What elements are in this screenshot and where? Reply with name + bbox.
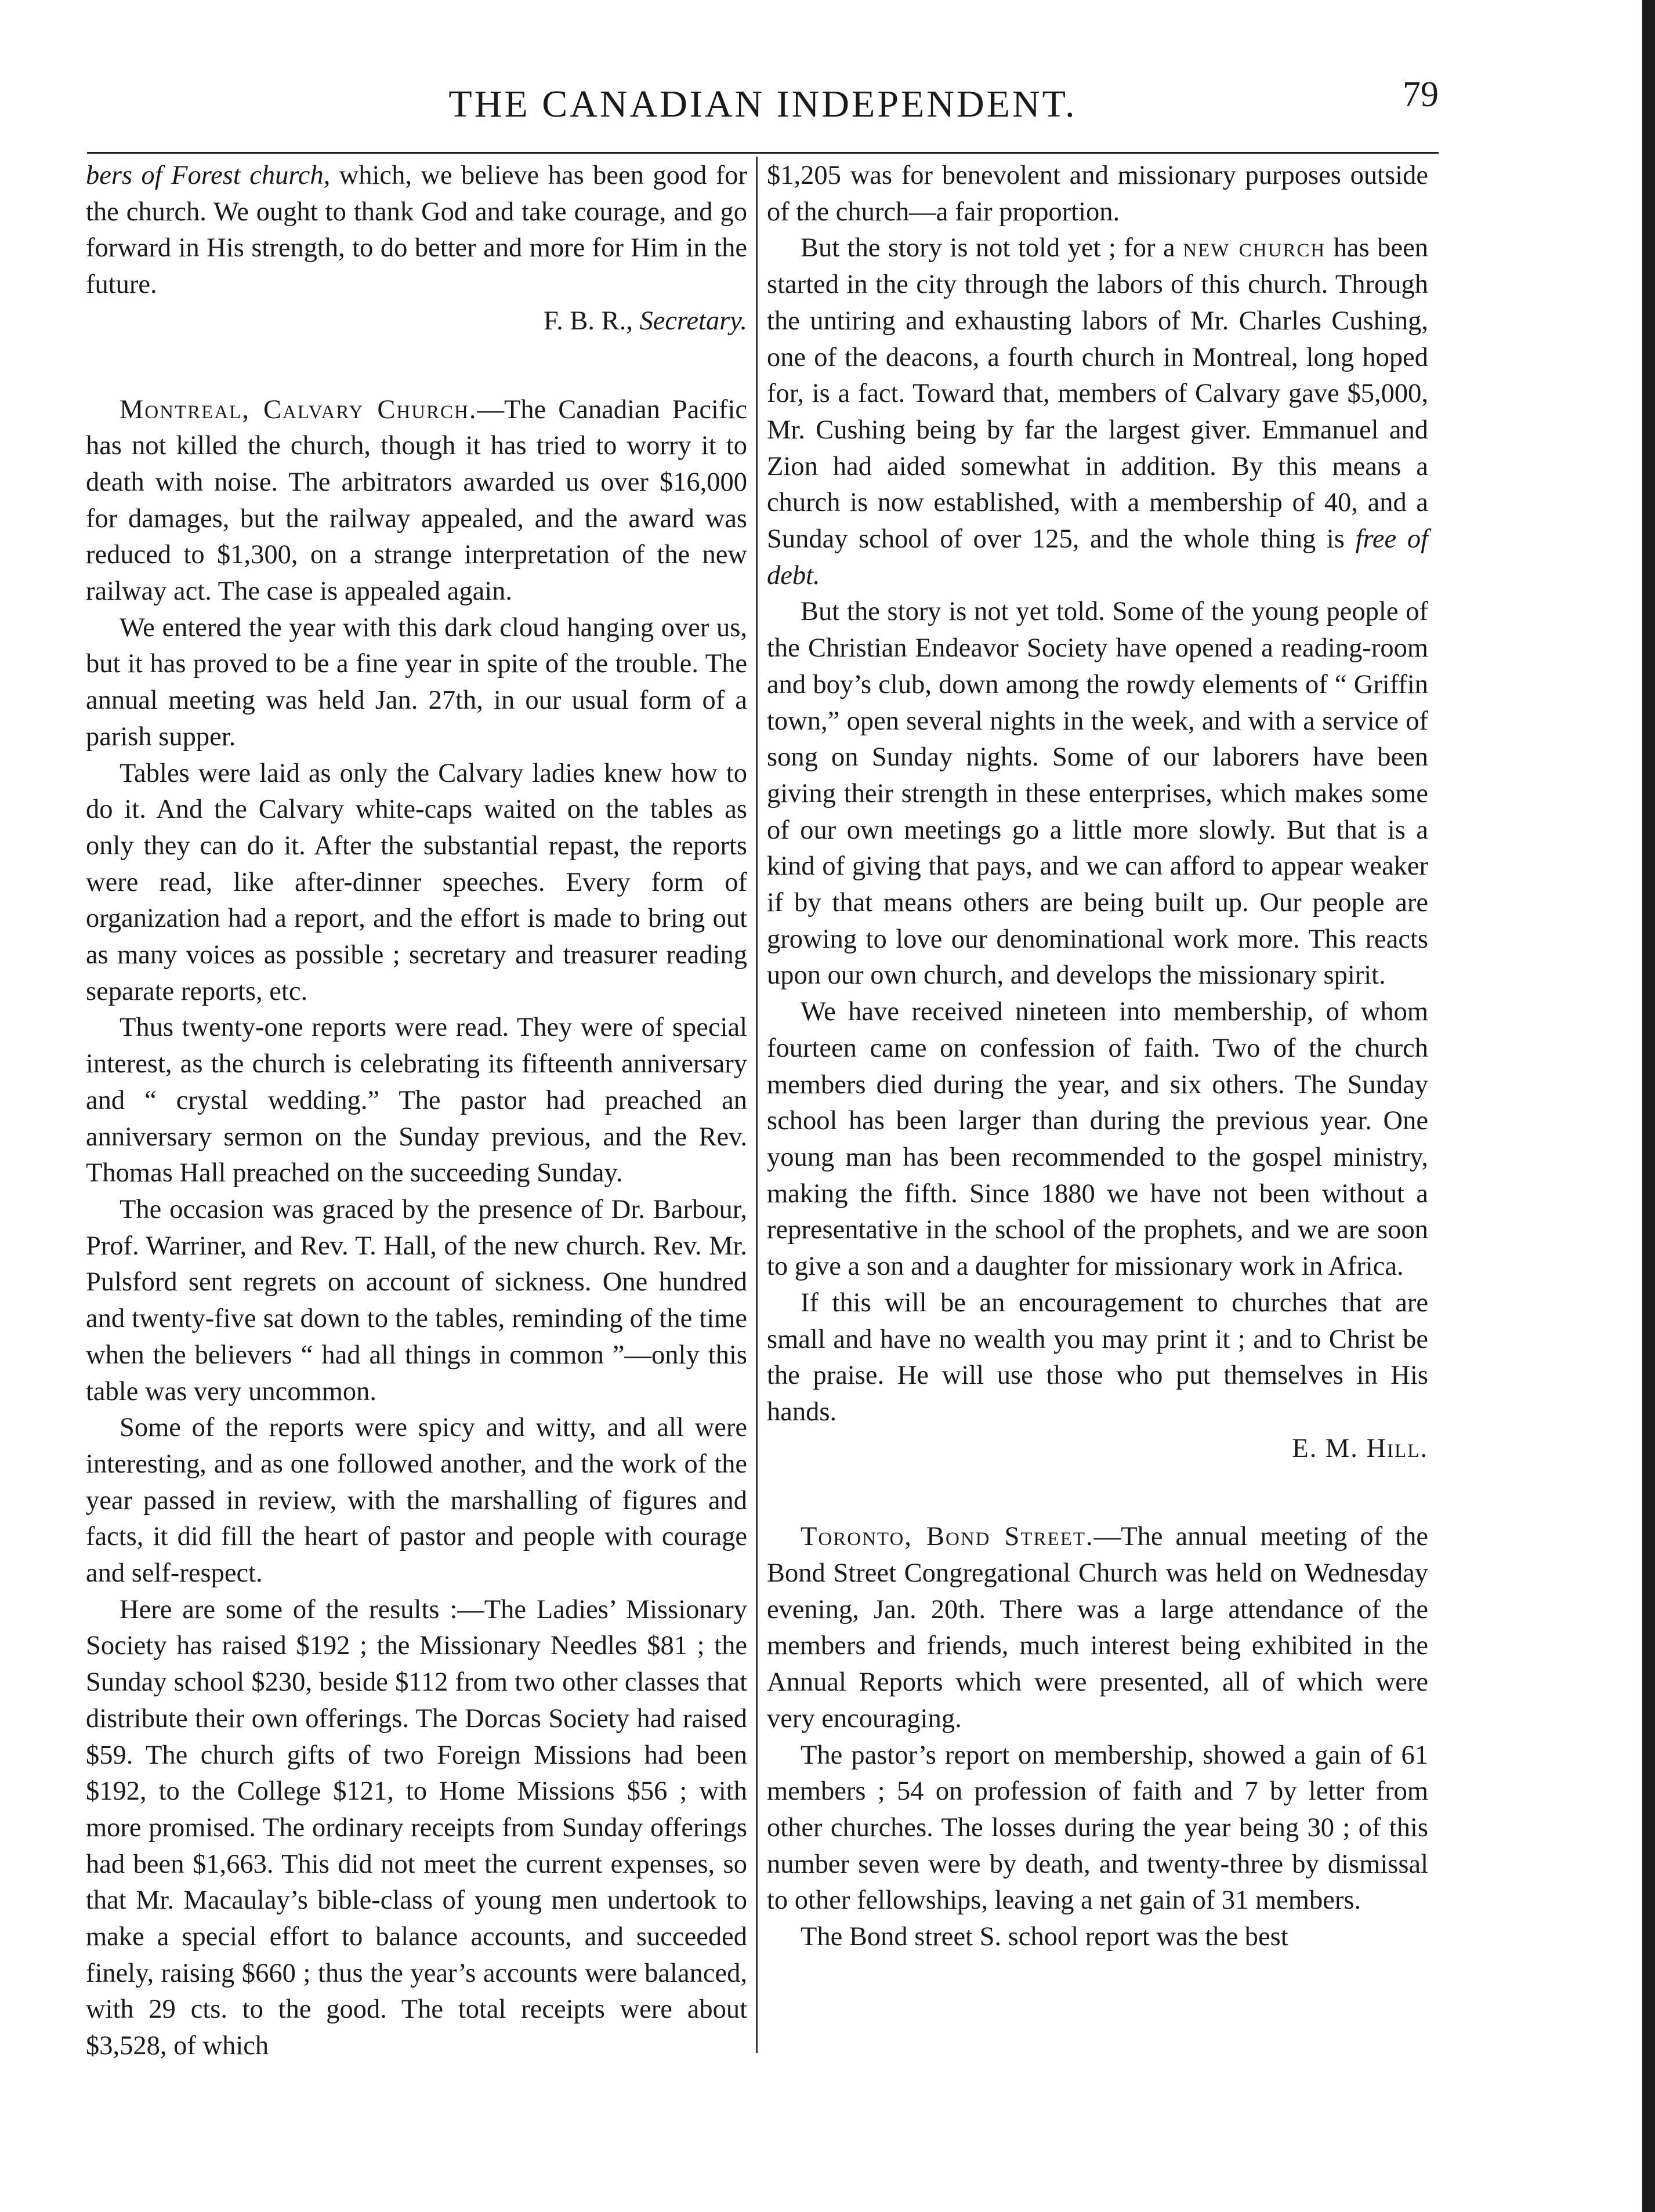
calvary-church-article (86, 392, 747, 610)
calvary-paragraph-2: We entered the year with this dark cloud hanging over us, but it has proved to be a fine year in spite of the trouble. The annual meeting was held Jan. 27th, in our usual form of a parish supper. (86, 612, 747, 752)
forest-church-paragraph (86, 158, 747, 303)
toronto-article (767, 1519, 1428, 1737)
right-column (767, 158, 1428, 1956)
endeavor-paragraph: But the story is not yet told. Some of the young people of the Christian Endeavor Society have opened a reading-room and boy’s club, down among the rowdy elements of “ Griffin town,” open several nights in the week, and with a service of song on Sunday nights. Some of our laborers have been giving their strength in these enterprises, which makes some of our own meetings go a little more slowly. But that is a kind of giving that pays, and we can afford to appear weaker if by that means others are being built up. Our people are growing to love our denominational work more. This reacts upon our own church, and develops the missionary spirit. (767, 597, 1428, 991)
new-church-text-a: But the story is not told yet ; for a (801, 233, 1183, 263)
continued-paragraph: $1,205 was for benevolent and missionary purposes outside of the church—a fair proportion. (767, 161, 1428, 227)
calvary-paragraph-3: Tables were laid as only the Calvary ladies knew how to do it. And the Calvary white-caps waited on the tables as only they can do it. After the substantial repast, the reports were read, like after-dinner speeches. Every form of organization had a report, and the effort is made to bring out as many voices as possible ; secretary and treasurer reading separate reports, etc. (86, 758, 747, 1006)
running-title: THE CANADIAN INDEPENDENT. (448, 83, 1077, 125)
forest-church-lead: bers of Forest church, (86, 161, 331, 190)
header-rule (87, 152, 1439, 154)
toronto-paragraph-2: The pastor’s report on membership, showed a gain of 61 members ; 54 on profession of faith and 7 by letter from other churches. The losses during the year being 30 ; of this number seven were by death, and twenty-three by dismissal to other fellowships, leaving a net gain of 31 members. (767, 1740, 1428, 1916)
calvary-paragraph-7: Here are some of the results :—The Ladies’ Missionary Society has raised $192 ; the Missionary Needles $81 ; the Sunday school $230, beside $112 from two other classes that distribute their own offerings. The Dorcas Society had raised $59. The church gifts of two Foreign Missions had been $192, to the College $121, to Home Missions $56 ; with more promised. The ordinary receipts from Sunday offerings had been $1,663. This did not meet the current expenses, so that Mr. Macaulay’s bible-class of young men undertook to make a special effort to balance accounts, and succeeded finely, raising $660 ; thus the year’s accounts were balanced, with 29 cts. to the good. The total receipts were about $3,528, of which (86, 1594, 747, 2061)
new-church-smallcaps: new church (1183, 233, 1326, 263)
calvary-paragraph-4: Thus twenty-one reports were read. They were of special interest, as the church is celebrating its fifteenth anniversary and “ crystal wedding.” The pastor had preached an anniversary sermon on the Sunday previous, and the Rev. Thomas Hall preached on the succeeding Sunday. (86, 1013, 747, 1188)
forest-church-text: which, we believe has been good for the church. We ought to thank God and take courage, and go forward in His strength, to do better and more for Him in the future. (86, 161, 747, 300)
left-column (86, 158, 747, 2065)
calvary-paragraph-5: The occasion was graced by the presence of Dr. Barbour, Prof. Warriner, and Rev. T. Hall, of the new church. Rev. Mr. Pulsford sent regrets on account of sickness. One hundred and twenty-five sat down to the tables, reminding of the time when the believers “ had all things in common ”—only this table was very uncommon. (86, 1194, 747, 1406)
forest-church-signature (86, 303, 747, 340)
calvary-heading: Montreal, Calvary Church. (119, 394, 477, 425)
new-church-emphasis: free of debt. (767, 524, 1428, 590)
new-church-paragraph (767, 230, 1428, 594)
page-edge-shadow (1642, 0, 1655, 2212)
encouragement-paragraph: If this will be an encouragement to churches that are small and have no wealth you may print it ; and to Christ be the praise. He will use those who put themselves in His hands. (767, 1288, 1428, 1427)
calvary-paragraph-1: —The Canadian Pacific has not killed the church, though it has tried to worry it to death with noise. The arbitrators awarded us over $16,000 for damages, but the railway appealed, and the award was reduced to $1,300, on a strange interpretation of the new railway act. The case is appealed again. (86, 394, 748, 607)
toronto-paragraph-3: The Bond street S. school report was the best (801, 1922, 1288, 1952)
calvary-signature: E. M. Hill. (1292, 1433, 1428, 1463)
page-number: 79 (1403, 75, 1439, 114)
signature-role: Secretary. (639, 306, 747, 336)
column-divider (756, 157, 758, 2053)
new-church-text-b: has been started in the city through the labors of this church. Through the untiring and exhausting labors of Mr. Charles Cushing, one of the deacons, a fourth church in Montreal, long hoped for, is a fact. Toward that, members of Calvary gave $5,000, Mr. Cushing being by far the largest giver. Emmanuel and Zion had aided somewhat in addition. By this means a church is now established, with a membership of 40, and a Sunday school of over 125, and the whole thing is (767, 233, 1428, 554)
signature-name: F. B. R., (543, 306, 640, 336)
page-header (87, 74, 1439, 144)
membership-paragraph: We have received nineteen into membership, of whom fourteen came on confession of faith. Two of the church members died during the year, and six others. The Sunday school has been larger than during the previous year. One young man has been recommended to the gospel ministry, making the fifth. Since 1880 we have not been without a representative in the school of the prophets, and we are soon to give a son and a daughter for missionary work in Africa. (767, 997, 1428, 1282)
calvary-paragraph-6: Some of the reports were spicy and witty, and all were interesting, and as one followed another, and the work of the year passed in review, with the marshalling of figures and facts, it did fill the heart of pastor and people with courage and self-respect. (86, 1413, 747, 1589)
toronto-heading: Toronto, Bond Street. (801, 1522, 1094, 1552)
toronto-paragraph-1: —The annual meeting of the Bond Street Congregational Church was held on Wednesday evening, Jan. 20th. There was a large attendance of the members and friends, much interest being exhibited in the Annual Reports which were presented, all of which were very encouraging. (767, 1522, 1428, 1734)
